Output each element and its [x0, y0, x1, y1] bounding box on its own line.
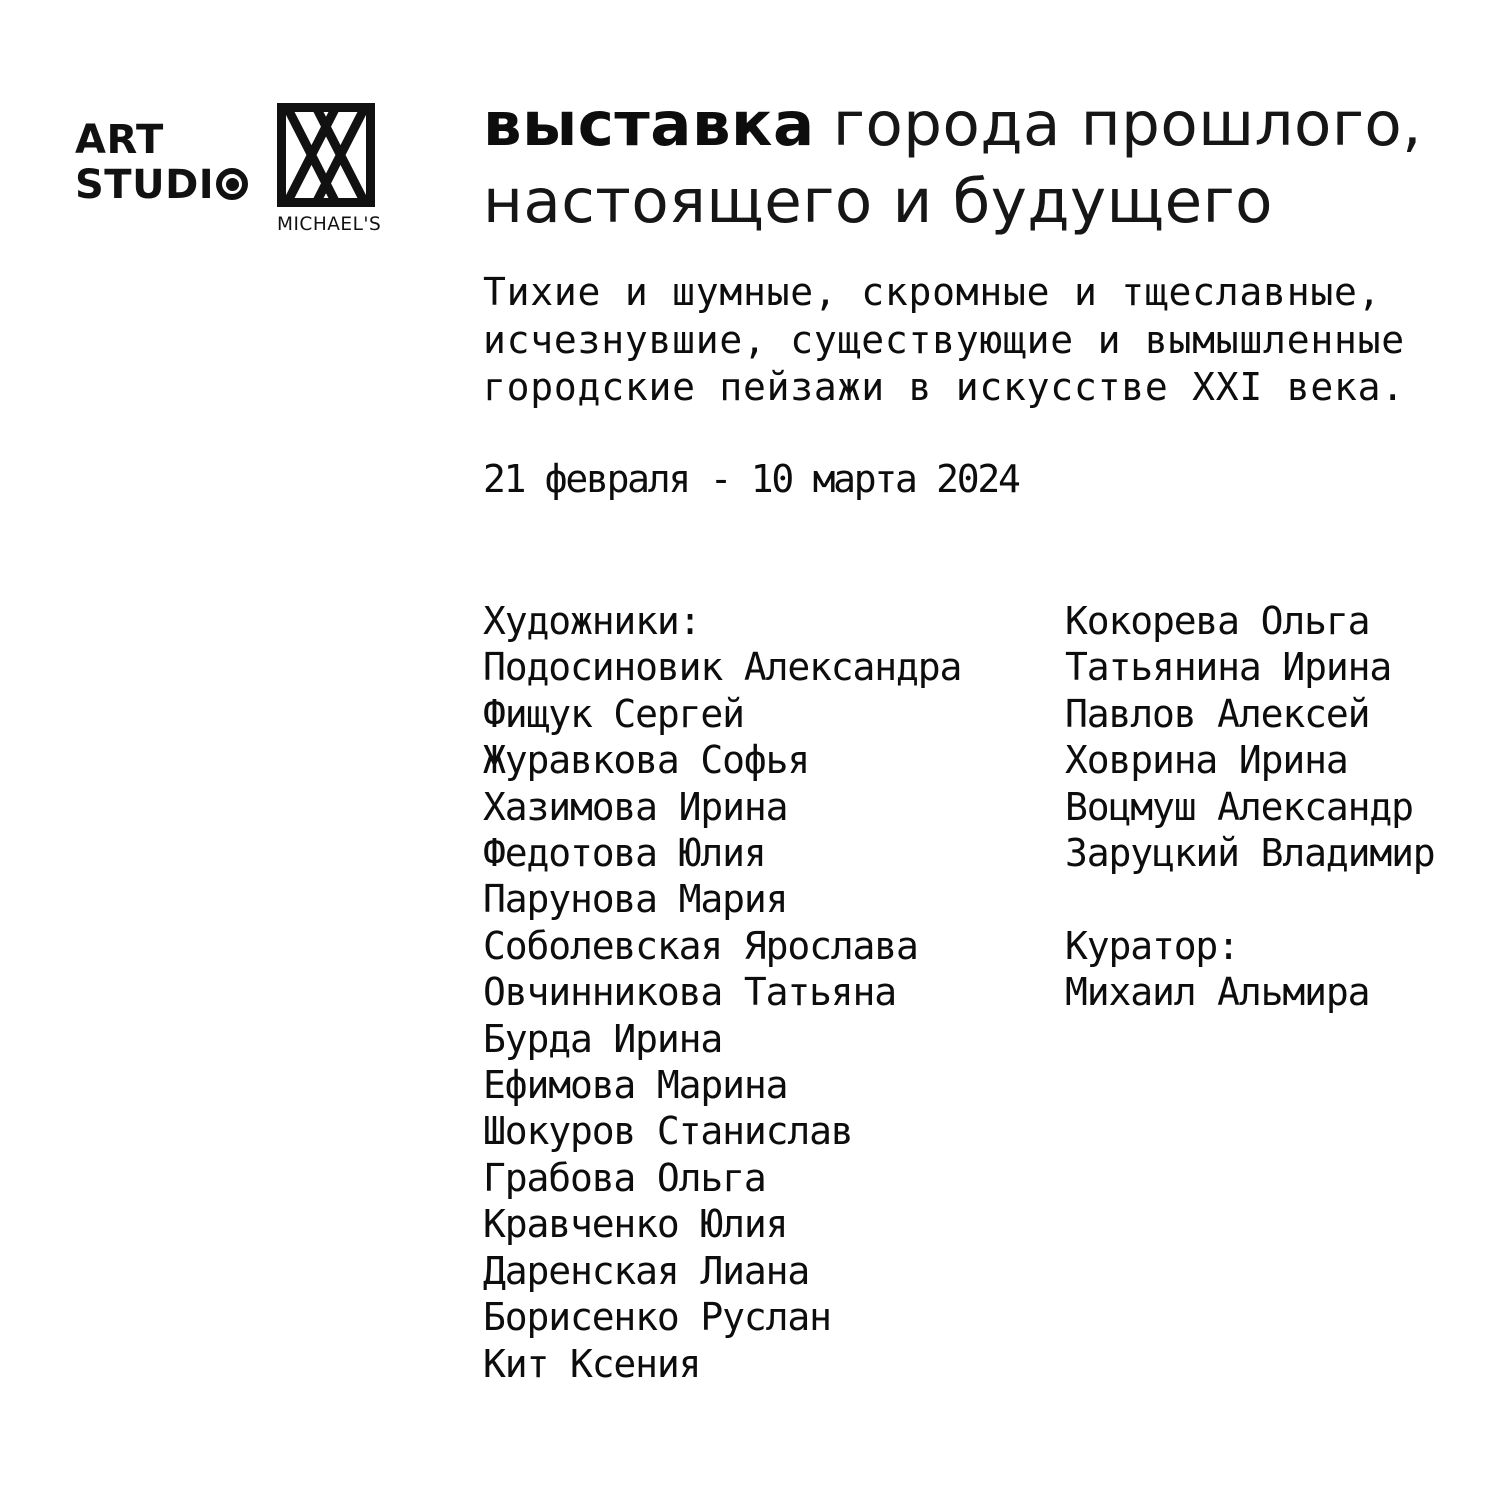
exhibition-title-line1 [483, 86, 1422, 163]
exhibition-description [483, 269, 1405, 412]
artist-name: Борисенко Руслан [483, 1295, 831, 1340]
michaels-wordmark: MICHAEL'S [277, 214, 382, 235]
curator-heading: Куратор: [1065, 923, 1239, 968]
artist-name: Воцмуш Александр [1065, 784, 1413, 829]
artist-name: Даренская Лиана [483, 1248, 810, 1293]
artist-name: Овчинникова Татьяна [483, 970, 897, 1015]
artists-column-2 [1065, 598, 1435, 1016]
description-line: Тихие и шумные, скромные и тщеславные, [483, 270, 1382, 314]
artist-name: Шокуров Станислав [483, 1109, 853, 1154]
art-studio-logo [75, 118, 248, 208]
art-studio-logo-line1: ART [75, 117, 164, 163]
exhibition-title [483, 86, 1422, 240]
artists-column-1 [483, 598, 961, 1387]
exhibition-dates: 21 февраля - 10 марта 2024 [483, 457, 1019, 501]
art-studio-logo-line2 [75, 163, 248, 208]
circled-dot-icon [216, 168, 248, 200]
artist-name: Татьянина Ирина [1065, 645, 1392, 690]
artist-name: Ховрина Ирина [1065, 738, 1348, 783]
artist-name: Бурда Ирина [483, 1016, 723, 1061]
artists-heading: Художники: [483, 599, 701, 643]
artist-name: Парунова Мария [483, 877, 788, 922]
artist-name: Кравченко Юлия [483, 1202, 788, 1247]
column-spacer [1065, 876, 1435, 922]
artist-name: Журавкова Софья [483, 738, 810, 783]
artist-name: Соболевская Ярослава [483, 923, 918, 968]
artist-name: Грабова Ольга [483, 1155, 766, 1200]
artist-name: Заруцкий Владимир [1065, 831, 1435, 876]
description-line: исчезнувшие, существующие и вымышленные [483, 317, 1405, 362]
michaels-logo [277, 103, 382, 235]
artist-name: Павлов Алексей [1065, 691, 1370, 736]
artist-name: Ефимова Марина [483, 1063, 788, 1108]
double-x-square-icon [277, 103, 375, 207]
artist-name: Хазимова Ирина [483, 784, 788, 829]
description-line: городские пейзажи в искусстве XXI века. [483, 365, 1405, 409]
artist-name: Кит Ксения [483, 1341, 701, 1386]
exhibition-title-line2: настоящего и будущего [483, 166, 1273, 237]
artist-name: Федотова Юлия [483, 831, 766, 876]
artist-name: Фищук Сергей [483, 691, 744, 736]
curator-name: Михаил Альмира [1065, 970, 1370, 1015]
art-studio-logo-line2-text: STUDI [75, 162, 215, 208]
title-line1-rest: города прошлого, [832, 89, 1423, 160]
title-word-exhibition: выставка [483, 89, 815, 160]
artist-name: Кокорева Ольга [1065, 599, 1370, 643]
artist-name: Подосиновик Александра [483, 645, 962, 690]
